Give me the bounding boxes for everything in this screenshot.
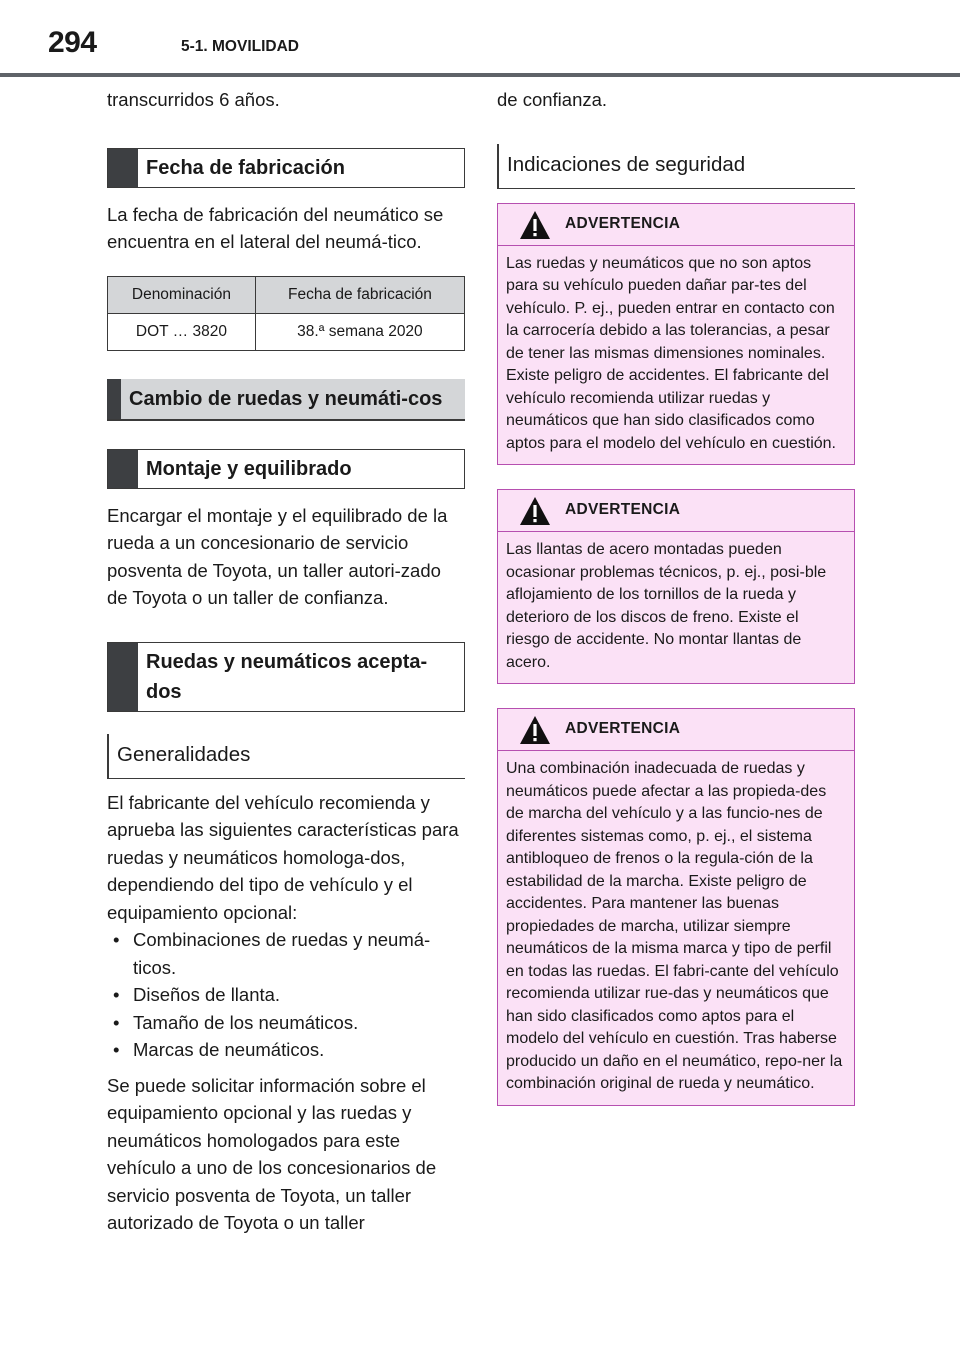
heading-cambio-ruedas bbox=[107, 379, 465, 421]
warning-triangle-icon bbox=[519, 210, 551, 240]
warning-triangle-icon bbox=[519, 496, 551, 526]
heading-montaje bbox=[107, 449, 465, 489]
list-item: • Marcas de neumáticos. bbox=[107, 1036, 465, 1064]
heading-ruedas-aceptados bbox=[107, 642, 465, 712]
header-rule bbox=[0, 73, 960, 77]
list-item: • Diseños de llanta. bbox=[107, 981, 465, 1009]
fabrication-table bbox=[107, 276, 465, 351]
section-title: 5-1. MOVILIDAD bbox=[181, 38, 299, 55]
warning-title: ADVERTENCIA bbox=[565, 501, 681, 518]
continued-paragraph: de confianza. bbox=[497, 89, 608, 110]
heading-generalidades bbox=[107, 734, 465, 779]
list-item: • Combinaciones de ruedas y neumá-ticos. bbox=[107, 926, 465, 981]
heading-indicaciones-seguridad bbox=[497, 144, 855, 189]
warning-header bbox=[498, 709, 854, 751]
table-header-cell: Denominación bbox=[108, 276, 256, 313]
table-row bbox=[108, 313, 465, 350]
table-cell: 38.ª semana 2020 bbox=[255, 313, 464, 350]
heading-fecha-fabricacion bbox=[107, 148, 465, 188]
right-column bbox=[497, 86, 855, 1106]
intro-paragraph: transcurridos 6 años. bbox=[107, 89, 280, 110]
warning-title: ADVERTENCIA bbox=[565, 720, 681, 737]
generalidades-paragraph: El fabricante del vehículo recomienda y aprueba las siguientes características para ruedas y neumáticos homologa-dos, dependiendo del tipo de vehículo y el equipamiento opcional: bbox=[107, 791, 459, 923]
warning-header bbox=[498, 490, 854, 532]
table-header-cell: Fecha de fabricación bbox=[255, 276, 464, 313]
page-number: 294 bbox=[48, 26, 97, 59]
warning-box bbox=[497, 489, 855, 684]
table-cell: DOT … 3820 bbox=[108, 313, 256, 350]
warning-text: Las llantas de acero montadas pueden ocasionar problemas técnicos, p. ej., posi-ble aflojamiento de los tornillos de la rueda y deterioro de los discos de freno. Existe el riesgo de accidente. No montar llantas de acero. bbox=[506, 541, 827, 671]
warning-box bbox=[497, 203, 855, 466]
page-header bbox=[0, 0, 960, 78]
final-paragraph: Se puede solicitar información sobre el equipamiento opcional y las ruedas y neumáticos homologados para este vehículo a uno de los concesionarios de servicio posventa de Toyota, un taller autorizado de Toyota o un taller bbox=[107, 1074, 437, 1233]
warning-title: ADVERTENCIA bbox=[565, 214, 681, 232]
list-item: • Tamaño de los neumáticos. bbox=[107, 1009, 465, 1037]
warning-text: Una combinación inadecuada de ruedas y neumáticos puede afectar a las propieda-des de marcha del vehículo y a las funcio-nes de diferentes sistemas como, p. ej., el sistema antibloqueo de frenos o la regula-ción de la estabilidad de la marcha. Existe peligro de accidentes. Para mantener las buenas propiedades de marcha, utilizar siempre neumáticos de la misma marca y tipo de perfil en todas las ruedas. El fabri-cante del vehículo recomienda utilizar rue-das y neumáticos que han sido clasificados como aptos para el modelo del vehículo en cuestión. Tras haberse producido un daño en el neumático, repo-ner la combinación original de rueda y neumático. bbox=[506, 760, 843, 1092]
heading-text: Ruedas y neumáticos acepta-dos bbox=[146, 650, 428, 703]
heading-text: Cambio de ruedas y neumáti-cos bbox=[129, 387, 443, 410]
warning-triangle-icon bbox=[519, 715, 551, 745]
warning-header bbox=[498, 204, 854, 246]
warning-text: Las ruedas y neumáticos que no son aptos para su vehículo pueden dañar par-tes del vehículo. P. ej., pueden entrar en contacto con la carrocería debido a las tolerancias, a pesar de tener las mismas dimensiones nominales. Existe peligro de accidentes. El fabricante del vehículo recomienda utilizar ruedas y neumáticos que han sido clasificados como aptos para el modelo del vehículo en cuestión. bbox=[506, 254, 836, 452]
features-list bbox=[107, 926, 465, 1064]
heading-text: Generalidades bbox=[117, 742, 251, 766]
table-header-row bbox=[108, 276, 465, 313]
heading-text: Montaje y equilibrado bbox=[146, 457, 352, 480]
left-column bbox=[107, 86, 465, 1237]
warning-box bbox=[497, 708, 855, 1106]
heading-text: Fecha de fabricación bbox=[146, 156, 345, 179]
heading-text: Indicaciones de seguridad bbox=[507, 152, 746, 176]
fecha-paragraph: La fecha de fabricación del neumático se encuentra en el lateral del neumá-tico. bbox=[107, 203, 444, 252]
montaje-paragraph: Encargar el montaje y el equilibrado de la rueda a un concesionario de servicio posventa de Toyota, un taller autori-zado de Toyota o un taller de confianza. bbox=[107, 504, 448, 608]
